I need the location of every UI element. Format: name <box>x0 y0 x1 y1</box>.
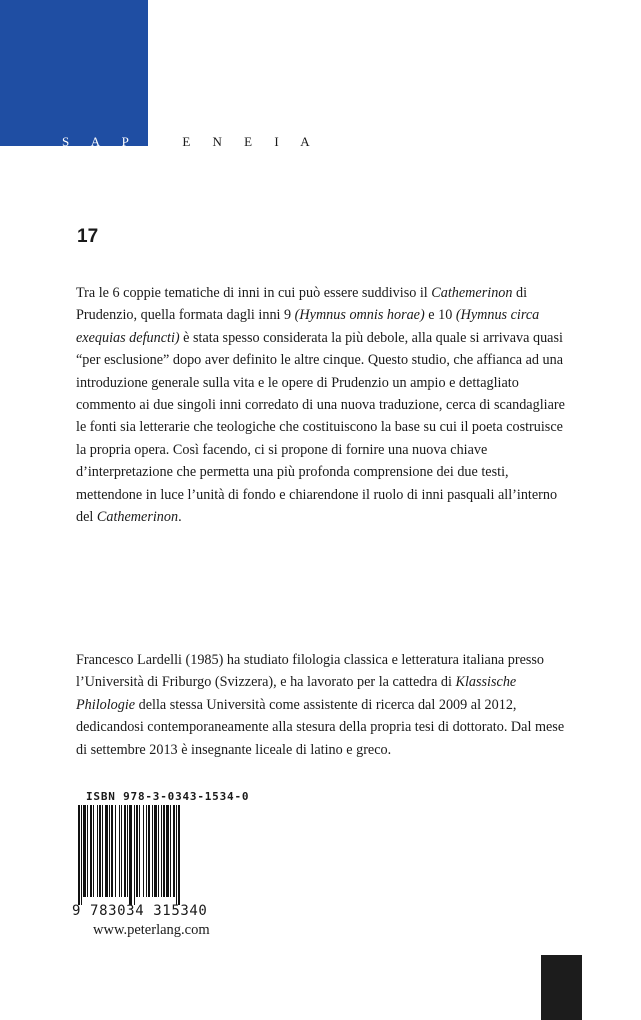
isbn-barcode <box>72 790 250 919</box>
barcode-bar <box>134 805 135 905</box>
barcode-bar <box>109 805 110 897</box>
barcode-bar <box>93 805 94 897</box>
series-name-on-blue: S A P H <box>62 134 170 149</box>
barcode-bar <box>102 805 103 897</box>
barcode-bar <box>90 805 92 897</box>
barcode-bar <box>143 805 144 897</box>
barcode-bar <box>139 805 140 897</box>
barcode-bar <box>83 805 86 897</box>
series-name-rest: E N E I A <box>182 134 320 149</box>
abstract-part: Tra le 6 coppie tematiche di inni in cui può essere suddiviso il <box>76 285 432 301</box>
blue-color-block <box>0 0 148 146</box>
barcode-digits: 9 783034 315340 <box>72 903 208 919</box>
author-bio-chair-name: Klassische Philologie <box>76 674 517 713</box>
author-bio <box>76 649 566 761</box>
barcode-bar <box>161 805 162 897</box>
black-color-block <box>541 955 582 1020</box>
barcode-bar <box>129 805 132 905</box>
barcode-bar <box>163 805 165 897</box>
barcode-bar <box>99 805 101 897</box>
abstract-part: di Prudenzio, quella formata dagli inni 9 <box>76 285 528 324</box>
barcode-bar <box>170 805 171 897</box>
abstract-hymn-9-title: (Hymnus omnis horae) <box>294 307 425 324</box>
abstract-text <box>76 282 566 528</box>
series-name <box>62 134 319 150</box>
abstract-title-cathemerinon-2: Cathemerinon <box>96 509 179 526</box>
abstract-part: e 10 <box>424 307 456 324</box>
author-bio-part: Francesco Lardelli (1985) ha studiato filologia classica e letteratura italiana presso l’Università di Friburgo (Svizzera), e ha lavorato per la cattedra di <box>76 652 545 691</box>
barcode-bar <box>121 805 122 897</box>
barcode-bar <box>81 805 82 905</box>
publisher-website: www.peterlang.com <box>93 922 210 938</box>
barcode-bar <box>178 805 180 905</box>
barcode-bar <box>127 805 128 897</box>
barcode-bar <box>111 805 113 897</box>
abstract-part: . <box>178 509 182 526</box>
barcode-bars <box>72 805 222 905</box>
barcode-bar <box>97 805 98 897</box>
barcode-bar <box>176 805 177 905</box>
abstract-title-cathemerinon: Cathemerinon <box>431 285 513 301</box>
barcode-bar <box>148 805 150 897</box>
isbn-label: ISBN 978-3-0343-1534-0 <box>86 790 250 803</box>
barcode-bar <box>166 805 169 897</box>
barcode-bar <box>136 805 138 897</box>
author-bio-part: della stessa Università come assistente di ricerca dal 2009 al 2012, dedicandosi contemporaneamente alla stesura della propria tesi di dottorato. Dal mese di settembre 2013 è insegnante liceale di latino e greco. <box>76 696 565 758</box>
barcode-bar <box>146 805 147 897</box>
barcode-bar <box>115 805 116 897</box>
barcode-bar <box>87 805 88 897</box>
barcode-bar <box>152 805 153 897</box>
volume-number: 17 <box>77 226 99 247</box>
barcode-bar <box>119 805 120 897</box>
barcode-bar <box>154 805 157 897</box>
barcode-bar <box>173 805 175 897</box>
abstract-hymn-10-title: (Hymnus circa exequias defuncti) <box>76 307 540 346</box>
barcode-bar <box>158 805 159 897</box>
abstract-part: è stata spesso considerata la più debole, alla quale si arrivava quasi “per esclusione” dopo aver definito le altre cinque. Questo studio, che affianca ad una introduzione generale sulla vita e le opere di Prudenzio un ampio e dettagliato commento ai due singoli inni corredato di una nuova traduzione, cerca di scandagliare le fonti sia letterarie che teologiche che costituiscono la base su cui il poeta costruisce la propria opera. Così facendo, ci si propone di fornire una nuova chiave d’interpretazione che permetta una più profonda comprensione dei due testi, mettendone in luce l’unità di fondo e chiarendone il ruolo di inni pasquali all’interno del <box>76 329 565 526</box>
barcode-bar <box>124 805 126 897</box>
barcode-bar <box>78 805 80 905</box>
barcode-bar <box>105 805 108 897</box>
